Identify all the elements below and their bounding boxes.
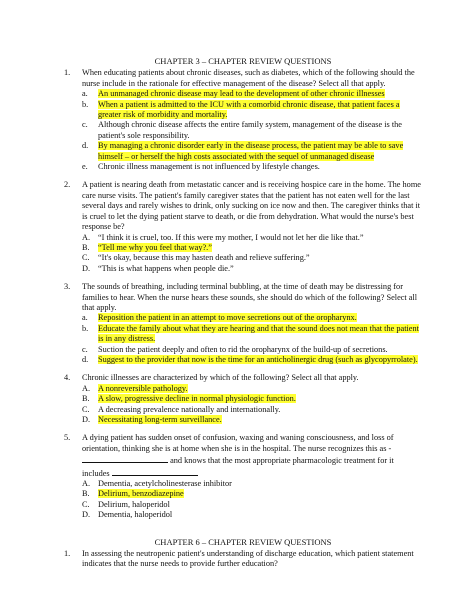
option-text: Although chronic disease affects the entire family system, management of the disease is the patient's sole responsibility.	[98, 120, 402, 140]
answer-option	[82, 141, 422, 162]
question-stem: A patient is nearing death from metastatic cancer and is receiving hospice care in the home. The home care nurse visits. The patient's family caregiver states that the patient has not eaten well for the last several days and rarely wishes to drink, only sucking on ice now and then. The caregiver thinks that it is cruel to let the dying patient starve to death, or die from dehydration. What would the nurse's best response be?	[82, 180, 421, 232]
answer-option	[82, 233, 422, 243]
option-text: Delirium, haloperidol	[98, 499, 170, 509]
answer-option	[82, 355, 422, 365]
option-label: b.	[82, 323, 89, 333]
question	[64, 373, 422, 425]
answer-option	[82, 162, 422, 172]
option-text-highlighted: By managing a chronic disorder early in the disease process, the patient may be able to save himself – or herself the high costs associated with the sequel of unmanaged disease	[98, 141, 404, 161]
question	[64, 180, 422, 274]
option-text-highlighted: Reposition the patient in an attempt to move secretions out of the oropharynx.	[98, 313, 357, 323]
answer-option	[82, 394, 422, 404]
answer-option	[82, 415, 422, 425]
question-stem	[82, 433, 422, 479]
option-label: D.	[82, 510, 91, 520]
option-text-highlighted: An unmanaged chronic disease may lead to the development of other chronic illnesses	[98, 89, 385, 99]
question-number: 3.	[64, 282, 71, 292]
option-label: C.	[82, 253, 90, 263]
option-text-highlighted: Delirium, benzodiazepine	[98, 489, 184, 499]
option-label: A.	[82, 479, 91, 489]
question-stem: The sounds of breathing, including terminal bubbling, at the time of death may be distressing for families to hear. When the nurse hears these sounds, she should do which of the following? Select all that apply.	[82, 282, 418, 312]
option-label: d.	[82, 354, 89, 364]
question-number: 4.	[64, 373, 71, 383]
option-text-highlighted: A nonreversible pathology.	[98, 383, 188, 393]
answer-option	[82, 120, 422, 141]
question	[64, 68, 422, 172]
option-text-highlighted: Educate the family about what they are hearing and that the sound does not mean that the patient is in any distress.	[98, 323, 419, 344]
question	[64, 433, 422, 520]
answer-option	[82, 345, 422, 355]
answer-option	[82, 253, 422, 263]
answer-option	[82, 100, 422, 121]
option-label: b.	[82, 99, 89, 109]
question-number: 5.	[64, 433, 71, 443]
answer-option	[82, 324, 422, 345]
answer-option	[82, 405, 422, 415]
question	[64, 549, 422, 570]
fill-in-blank	[82, 454, 168, 463]
answer-option	[82, 489, 422, 499]
question-stem: When educating patients about chronic diseases, such as diabetes, which of the following should the nurse include in the rationale for effective management of the disease? Select all that apply.	[82, 68, 415, 88]
option-text-highlighted: Necessitating long-term surveillance.	[98, 415, 222, 424]
option-label: A.	[82, 232, 91, 242]
option-label: a.	[82, 313, 88, 323]
option-text-highlighted: “Tell me why you feel that way?.”	[98, 242, 212, 252]
answer-option	[82, 384, 422, 394]
option-label: B.	[82, 242, 90, 252]
option-label: D.	[82, 415, 91, 424]
option-text-highlighted: When a patient is admitted to the ICU with a comorbid chronic disease, that patient faces a greater risk of morbidity and mortality.	[98, 99, 400, 120]
question-stem: In assessing the neutropenic patient's understanding of discharge education, which patient statement indicates that the nurse needs to provide further education?	[82, 549, 414, 569]
question-stem-part: and knows that the most appropriate pharmacologic treatment for it includes	[82, 456, 394, 478]
option-label: d.	[82, 141, 89, 151]
answer-option	[82, 479, 422, 489]
option-label: B.	[82, 489, 90, 499]
option-text-highlighted: A slow, progressive decline in normal physiologic function.	[98, 394, 296, 404]
question	[64, 282, 422, 365]
option-text: Suction the patient deeply and often to rid the oropharynx of the build-up of secretions.	[98, 344, 388, 354]
chapter-title: CHAPTER 6 – CHAPTER REVIEW QUESTIONS	[154, 536, 332, 547]
question-number: 1.	[64, 549, 71, 559]
fill-in-blank	[112, 467, 198, 476]
option-text: “This is what happens when people die.”	[98, 263, 234, 273]
question-number: 1.	[64, 68, 71, 78]
option-text: Chronic illness management is not influenced by lifestyle changes.	[98, 162, 320, 172]
option-label: c.	[82, 120, 88, 130]
answer-option	[82, 243, 422, 253]
option-label: C.	[82, 499, 90, 509]
question-number: 2.	[64, 180, 71, 190]
option-label: D.	[82, 263, 91, 273]
option-text: “I think it is cruel, too. If this were my mother, I would not let her die like that.”	[98, 232, 364, 242]
chapter-title: CHAPTER 3 – CHAPTER REVIEW QUESTIONS	[154, 56, 332, 66]
option-label: C.	[82, 404, 90, 414]
option-text-highlighted: Suggest to the provider that now is the time for an anticholinergic drug (such as glycopyrrolate).	[98, 354, 418, 364]
answer-option	[82, 510, 422, 520]
option-label: c.	[82, 344, 88, 354]
option-label: A.	[82, 383, 91, 393]
option-text: A decreasing prevalence nationally and internationally.	[98, 404, 281, 414]
answer-option	[82, 500, 422, 510]
question-stem-part: A dying patient has sudden onset of confusion, waxing and waning consciousness, and loss of orientation, thinking she is at home when she is in the hospital. The nurse recognizes this as -	[82, 433, 394, 453]
option-label: e.	[82, 162, 88, 172]
answer-option	[82, 89, 422, 99]
option-text: “It's okay, because this may hasten death and relieve suffering.”	[98, 253, 310, 263]
option-label: a.	[82, 89, 88, 99]
answer-option	[82, 313, 422, 323]
option-text: Dementia, haloperidol	[98, 510, 173, 520]
option-text: Dementia, acetylcholinesterase inhibitor	[98, 479, 232, 489]
option-label: B.	[82, 394, 90, 404]
answer-option	[82, 264, 422, 274]
question-stem: Chronic illnesses are characterized by which of the following? Select all that apply.	[82, 373, 359, 383]
